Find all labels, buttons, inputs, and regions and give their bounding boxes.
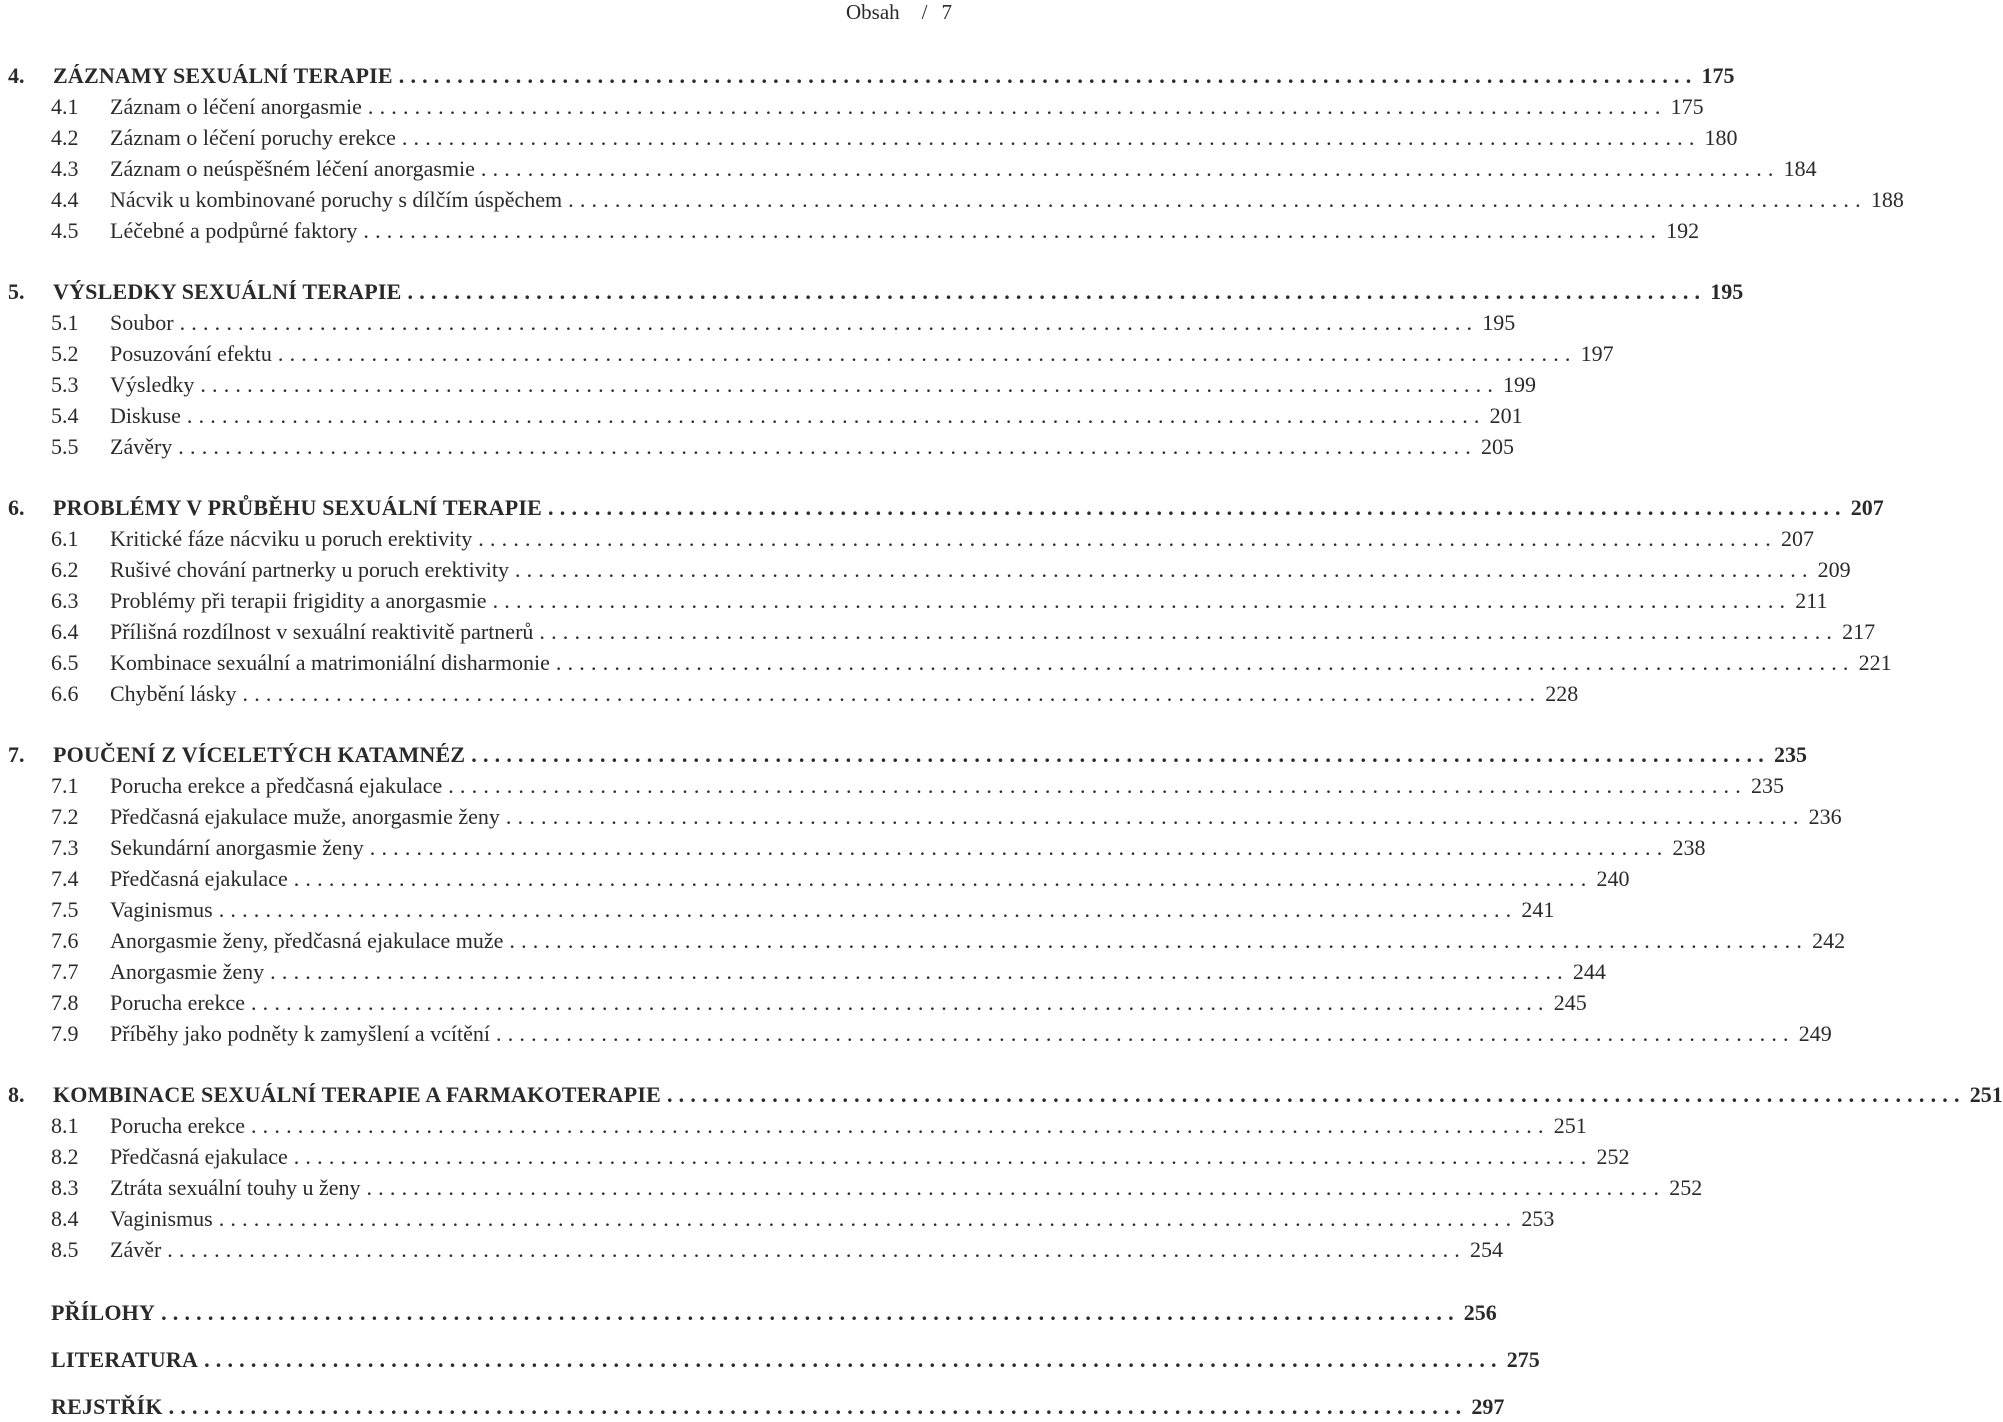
dot-leader: ............................................................................................................... <box>161 1300 1460 1325</box>
dot-leader: ............................................................................................................... <box>407 279 1707 304</box>
table-of-contents <box>0 60 2003 1422</box>
dot-leader: ............................................................................................................... <box>204 1347 1503 1372</box>
dot-leader: ............................................................................................................... <box>401 125 1701 150</box>
dot-leader: ............................................................................................................... <box>218 897 1518 922</box>
entry-number: 4. <box>8 63 25 88</box>
chapter-row[interactable] <box>0 739 1807 770</box>
dot-leader: ............................................................................................................... <box>496 1021 1795 1046</box>
dot-leader: ............................................................................................................... <box>448 773 1747 798</box>
dot-leader: ............................................................................................................... <box>369 835 1669 860</box>
dot-leader: ............................................................................................................... <box>293 866 1593 891</box>
section-row[interactable] <box>0 987 1587 1018</box>
entry-page-number: 221 <box>1858 650 1892 675</box>
entry-number: 7.1 <box>51 773 79 798</box>
entry-number: 4.4 <box>51 187 79 212</box>
dot-leader: ............................................................................................................... <box>505 804 1805 829</box>
chapter-row[interactable] <box>0 60 1735 91</box>
entry-title: Výsledky <box>110 372 195 397</box>
entry-number: 7.5 <box>51 897 79 922</box>
entry-title: Předčasná ejakulace <box>110 1144 288 1169</box>
appendix-row[interactable] <box>0 1344 1540 1375</box>
dot-leader: ............................................................................................................... <box>250 990 1550 1015</box>
section-row[interactable] <box>0 400 1523 431</box>
entry-title: Léčebné a podpůrné faktory <box>110 218 358 243</box>
section-row[interactable] <box>0 523 1814 554</box>
entry-page-number: 188 <box>1870 187 1904 212</box>
entry-number: 5.5 <box>51 434 79 459</box>
dot-leader: ............................................................................................................... <box>179 310 1479 335</box>
entry-title: Předčasná ejakulace <box>110 866 288 891</box>
entry-number: 6. <box>8 495 25 520</box>
entry-page-number: 235 <box>1750 773 1784 798</box>
entry-number: 8.2 <box>51 1144 79 1169</box>
entry-page-number: 228 <box>1545 681 1579 706</box>
entry-title: Záznam o neúspěšném léčení anorgasmie <box>110 156 475 181</box>
entry-number: 6.4 <box>51 619 79 644</box>
entry-page-number: 197 <box>1580 341 1614 366</box>
entry-title: Závěr <box>110 1237 162 1262</box>
entry-title: POUČENÍ Z VÍCELETÝCH KATAMNÉZ <box>53 742 466 767</box>
entry-title: Vaginismus <box>110 897 213 922</box>
dot-leader: ............................................................................................................... <box>200 372 1500 397</box>
section-row[interactable] <box>0 1172 1703 1203</box>
entry-page-number: 205 <box>1481 434 1514 459</box>
chapter-row[interactable] <box>0 276 1744 307</box>
entry-number: 6.5 <box>51 650 79 675</box>
entry-number: 4.1 <box>51 94 79 119</box>
appendix-row[interactable] <box>0 1391 1505 1422</box>
entry-number: 5.2 <box>51 341 79 366</box>
entry-page-number: 217 <box>1842 619 1876 644</box>
entry-title: Porucha erekce <box>110 990 245 1015</box>
entry-title: LITERATURA <box>51 1347 199 1372</box>
entry-title: Anorgasmie ženy, předčasná ejakulace muže <box>110 928 504 953</box>
dot-leader: ............................................................................................................... <box>270 959 1569 984</box>
entry-number: 8.3 <box>51 1175 79 1200</box>
entry-number: 6.3 <box>51 588 79 613</box>
entry-title: Problémy při terapii frigidity a anorgasmie <box>110 588 487 613</box>
entry-number: 5.4 <box>51 403 79 428</box>
section-row[interactable] <box>0 863 1630 894</box>
section-row[interactable] <box>0 91 1704 122</box>
dot-leader: ............................................................................................................... <box>367 94 1667 119</box>
entry-number: 4.5 <box>51 218 79 243</box>
entry-page-number: 209 <box>1817 557 1851 582</box>
entry-number: 7.6 <box>51 928 79 953</box>
dot-leader: ............................................................................................................... <box>366 1175 1666 1200</box>
section-row[interactable] <box>0 1110 1587 1141</box>
entry-page-number: 184 <box>1783 156 1817 181</box>
header-section: Obsah <box>845 0 900 24</box>
entry-title: Kombinace sexuální a matrimoniální disharmonie <box>110 650 550 675</box>
section-row[interactable] <box>0 585 1828 616</box>
dot-leader: ............................................................................................................... <box>555 650 1855 675</box>
dot-leader: ............................................................................................................... <box>178 434 1477 459</box>
dot-leader: ............................................................................................................... <box>539 619 1839 644</box>
entry-page-number: 251 <box>1969 1082 2003 1107</box>
entry-page-number: 251 <box>1553 1113 1587 1138</box>
entry-title: PŘÍLOHY <box>51 1300 156 1325</box>
header-page-number: 7 <box>941 0 952 24</box>
entry-page-number: 297 <box>1471 1394 1505 1419</box>
section-row[interactable] <box>0 1234 1503 1265</box>
section-row[interactable] <box>0 956 1606 987</box>
entry-number: 6.2 <box>51 557 79 582</box>
entry-page-number: 211 <box>1795 588 1828 613</box>
entry-number: 6.1 <box>51 526 79 551</box>
entry-page-number: 236 <box>1808 804 1842 829</box>
entry-number: 7.4 <box>51 866 79 891</box>
entry-number: 5.3 <box>51 372 79 397</box>
section-row[interactable] <box>0 153 1817 184</box>
dot-leader: ............................................................................................................... <box>514 557 1814 582</box>
chapter-row[interactable] <box>0 492 1884 523</box>
entry-page-number: 238 <box>1672 835 1706 860</box>
section-row[interactable] <box>0 1018 1832 1049</box>
entry-page-number: 252 <box>1596 1144 1630 1169</box>
dot-leader: ............................................................................................................... <box>168 1394 1468 1419</box>
entry-title: Záznam o léčení poruchy erekce <box>110 125 396 150</box>
entry-title: Předčasná ejakulace muže, anorgasmie ženy <box>110 804 500 829</box>
chapter-row[interactable] <box>0 1079 2003 1110</box>
section-row[interactable] <box>0 554 1851 585</box>
entry-page-number: 180 <box>1704 125 1738 150</box>
appendix-row[interactable] <box>0 1297 1497 1328</box>
entry-title: Porucha erekce a předčasná ejakulace <box>110 773 443 798</box>
entry-page-number: 235 <box>1773 742 1807 767</box>
dot-leader: ............................................................................................................... <box>167 1237 1466 1262</box>
entry-number: 7.8 <box>51 990 79 1015</box>
entry-title: Posuzování efektu <box>110 341 272 366</box>
entry-page-number: 256 <box>1463 1300 1497 1325</box>
entry-number: 4.3 <box>51 156 79 181</box>
entry-title: Ztráta sexuální touhy u ženy <box>110 1175 361 1200</box>
entry-title: Záznam o léčení anorgasmie <box>110 94 362 119</box>
section-row[interactable] <box>0 369 1537 400</box>
entry-page-number: 195 <box>1482 310 1516 335</box>
entry-page-number: 207 <box>1850 495 1884 520</box>
entry-page-number: 195 <box>1710 279 1744 304</box>
entry-title: Chybění lásky <box>110 681 237 706</box>
section-row[interactable] <box>0 1141 1630 1172</box>
entry-number: 7.3 <box>51 835 79 860</box>
dot-leader: ............................................................................................................... <box>478 526 1777 551</box>
entry-number: 5.1 <box>51 310 79 335</box>
dot-leader: ............................................................................................................... <box>548 495 1847 520</box>
entry-title: Porucha erekce <box>110 1113 245 1138</box>
entry-number: 7.9 <box>51 1021 79 1046</box>
entry-title: Diskuse <box>110 403 181 428</box>
header-separator: / <box>921 0 928 24</box>
dot-leader: ............................................................................................................... <box>186 403 1486 428</box>
entry-title: Závěry <box>110 434 173 459</box>
dot-leader: ............................................................................................................... <box>480 156 1780 181</box>
entry-number: 8.5 <box>51 1237 79 1262</box>
section-row[interactable] <box>0 1203 1555 1234</box>
entry-title: Přílišná rozdílnost v sexuální reaktivitě partnerů <box>110 619 534 644</box>
dot-leader: ............................................................................................................... <box>242 681 1542 706</box>
entry-title: Kritické fáze nácviku u poruch erektivity <box>110 526 473 551</box>
entry-number: 8.1 <box>51 1113 79 1138</box>
entry-number: 5. <box>8 279 25 304</box>
entry-page-number: 249 <box>1798 1021 1832 1046</box>
dot-leader: ............................................................................................................... <box>666 1082 1966 1107</box>
entry-title: ZÁZNAMY SEXUÁLNÍ TERAPIE <box>53 63 393 88</box>
section-row[interactable] <box>0 801 1842 832</box>
entry-page-number: 245 <box>1553 990 1587 1015</box>
entry-number: 7. <box>8 742 25 767</box>
section-row[interactable] <box>0 925 1846 956</box>
entry-number: 6.6 <box>51 681 79 706</box>
section-row[interactable] <box>0 616 1876 647</box>
entry-title: Soubor <box>110 310 174 335</box>
section-row[interactable] <box>0 307 1516 338</box>
dot-leader: ............................................................................................................... <box>568 187 1867 212</box>
entry-number: 8. <box>8 1082 25 1107</box>
entry-page-number: 275 <box>1506 1347 1540 1372</box>
entry-number: 7.2 <box>51 804 79 829</box>
section-row[interactable] <box>0 647 1892 678</box>
section-row[interactable] <box>0 431 1514 462</box>
section-row[interactable] <box>0 338 1614 369</box>
entry-title: REJSTŘÍK <box>51 1394 163 1419</box>
entry-title: VÝSLEDKY SEXUÁLNÍ TERAPIE <box>53 279 402 304</box>
entry-page-number: 253 <box>1521 1206 1555 1231</box>
entry-title: Anorgasmie ženy <box>110 959 265 984</box>
entry-title: Sekundární anorgasmie ženy <box>110 835 364 860</box>
section-row[interactable] <box>0 215 1700 246</box>
entry-page-number: 242 <box>1812 928 1846 953</box>
entry-page-number: 244 <box>1572 959 1606 984</box>
entry-page-number: 252 <box>1669 1175 1703 1200</box>
entry-page-number: 240 <box>1596 866 1630 891</box>
entry-title: PROBLÉMY V PRŮBĚHU SEXUÁLNÍ TERAPIE <box>53 495 543 520</box>
entry-number: 8.4 <box>51 1206 79 1231</box>
entry-page-number: 199 <box>1503 372 1537 397</box>
dot-leader: ............................................................................................................... <box>277 341 1577 366</box>
dot-leader: ............................................................................................................... <box>492 588 1792 613</box>
entry-number: 7.7 <box>51 959 79 984</box>
dot-leader: ............................................................................................................... <box>250 1113 1550 1138</box>
dot-leader: ............................................................................................................... <box>471 742 1770 767</box>
page-header <box>846 0 952 24</box>
entry-title: KOMBINACE SEXUÁLNÍ TERAPIE A FARMAKOTERAPIE <box>53 1082 661 1107</box>
dot-leader: ............................................................................................................... <box>509 928 1809 953</box>
dot-leader: ............................................................................................................... <box>293 1144 1593 1169</box>
dot-leader: ............................................................................................................... <box>398 63 1698 88</box>
entry-page-number: 207 <box>1780 526 1814 551</box>
dot-leader: ............................................................................................................... <box>218 1206 1518 1231</box>
section-row[interactable] <box>0 678 1579 709</box>
entry-page-number: 254 <box>1470 1237 1503 1262</box>
section-row[interactable] <box>0 122 1738 153</box>
entry-page-number: 201 <box>1489 403 1523 428</box>
dot-leader: ............................................................................................................... <box>363 218 1663 243</box>
section-row[interactable] <box>0 770 1784 801</box>
entry-title: Vaginismus <box>110 1206 213 1231</box>
section-row[interactable] <box>0 832 1706 863</box>
entry-title: Příběhy jako podněty k zamyšlení a vcítění <box>110 1021 491 1046</box>
section-row[interactable] <box>0 894 1555 925</box>
entry-page-number: 175 <box>1701 63 1735 88</box>
entry-page-number: 175 <box>1670 94 1704 119</box>
entry-title: Nácvik u kombinované poruchy s dílčím úspěchem <box>110 187 563 212</box>
entry-number: 4.2 <box>51 125 79 150</box>
entry-title: Rušivé chování partnerky u poruch erektivity <box>110 557 509 582</box>
section-row[interactable] <box>0 184 1904 215</box>
entry-page-number: 241 <box>1521 897 1555 922</box>
entry-page-number: 192 <box>1666 218 1700 243</box>
